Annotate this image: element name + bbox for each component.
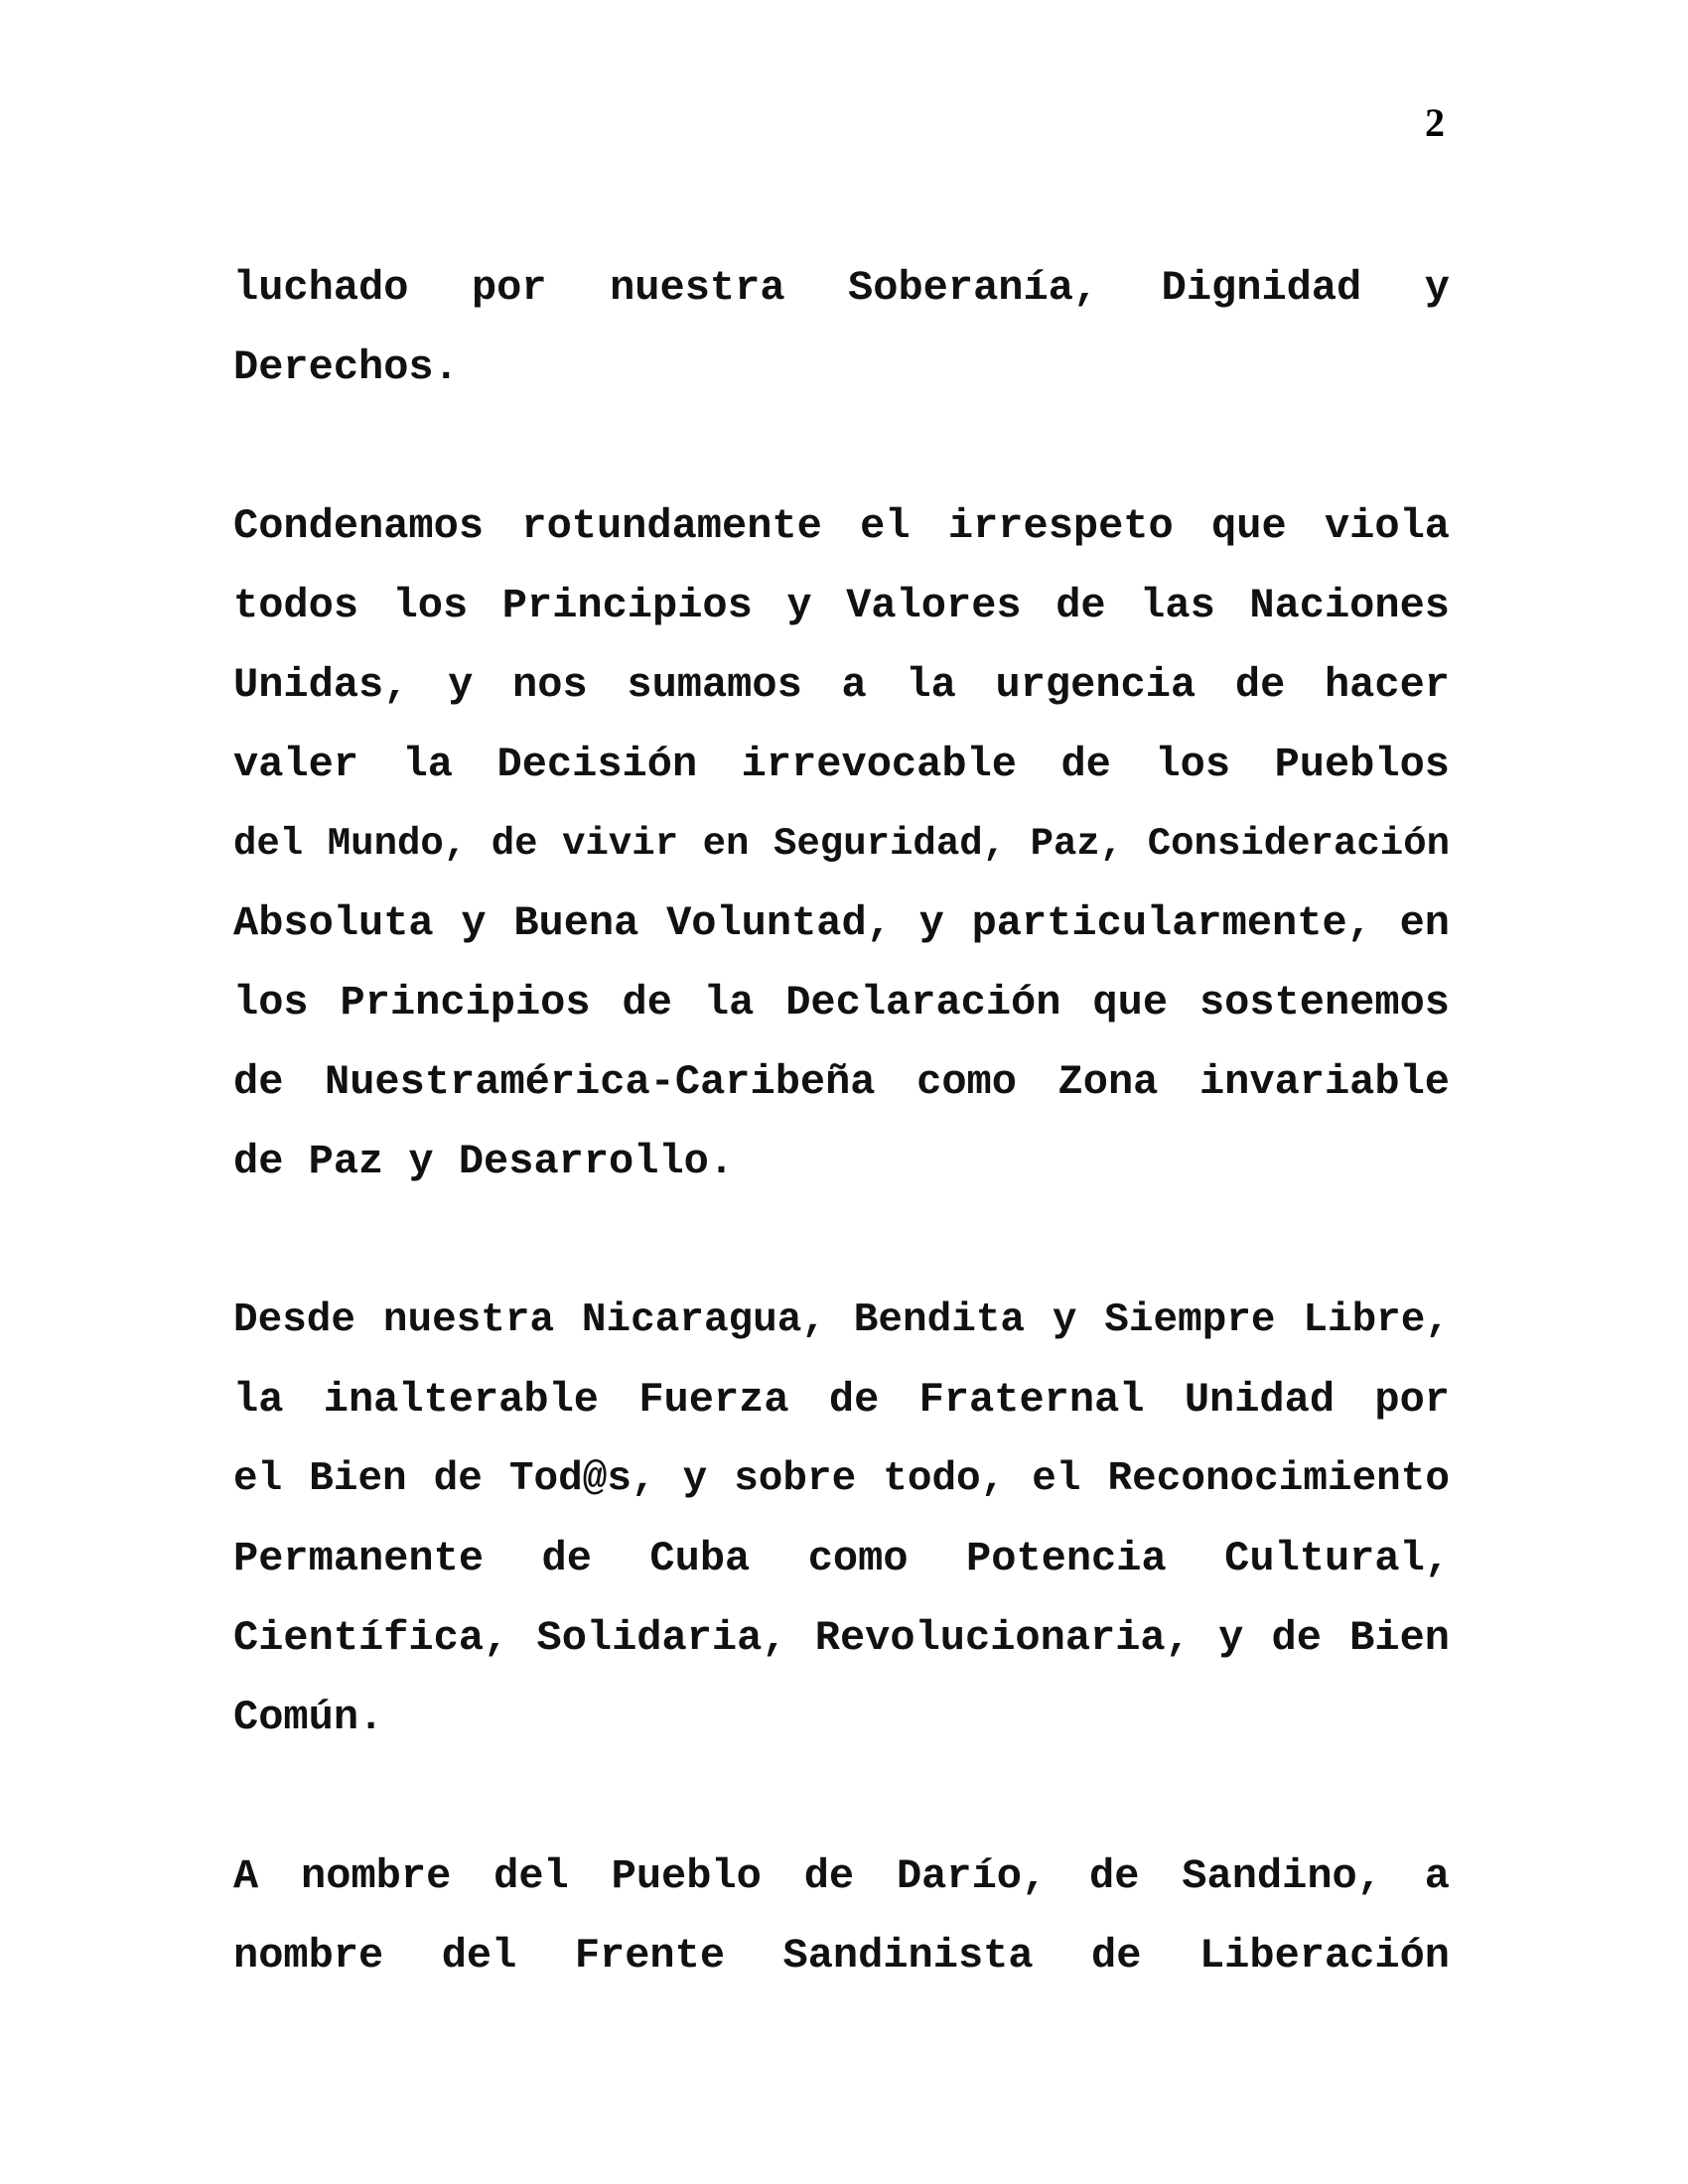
- paragraph-line: luchado por nuestra Soberanía, Dignidad y: [233, 264, 1450, 312]
- paragraph-line: Condenamos rotundamente el irrespeto que viola: [233, 502, 1450, 550]
- paragraph-3: [233, 1281, 1450, 1757]
- paragraph-line: A nombre del Pueblo de Darío, de Sandino, a: [233, 1852, 1450, 1900]
- paragraph-line: el Bien de Tod@s, y sobre todo, el Reconocimiento: [233, 1456, 1450, 1502]
- paragraph-line: de Nuestramérica-Caribeña como Zona invariable: [233, 1058, 1450, 1106]
- paragraph-2: [233, 486, 1450, 1201]
- paragraph-line: del Mundo, de vivir en Seguridad, Paz, Consideración: [233, 822, 1450, 866]
- paragraph-1: [233, 248, 1450, 407]
- paragraph-line: Unidas, y nos sumamos a la urgencia de hacer: [233, 661, 1450, 709]
- paragraph-line: valer la Decisión irrevocable de los Pueblos: [233, 741, 1450, 788]
- paragraph-line: Científica, Solidaria, Revolucionaria, y de Bien: [233, 1614, 1450, 1662]
- paragraph-4: [233, 1837, 1450, 1995]
- page-number: 2: [1425, 100, 1445, 145]
- paragraph-line: de Paz y Desarrollo.: [233, 1138, 735, 1185]
- paragraph-line: todos los Principios y Valores de las Naciones: [233, 582, 1450, 629]
- paragraph-line: los Principios de la Declaración que sostenemos: [233, 979, 1450, 1026]
- paragraph-line: Absoluta y Buena Voluntad, y particularmente, en: [233, 899, 1450, 947]
- paragraph-line: Permanente de Cuba como Potencia Cultural,: [233, 1535, 1450, 1582]
- paragraph-line: la inalterable Fuerza de Fraternal Unidad por: [233, 1376, 1450, 1424]
- paragraph-line: Común.: [233, 1694, 384, 1741]
- paragraph-line: nombre del Frente Sandinista de Liberación: [233, 1932, 1450, 1979]
- paragraph-line: Derechos.: [233, 343, 459, 391]
- paragraph-line: Desde nuestra Nicaragua, Bendita y Siempre Libre,: [233, 1297, 1450, 1343]
